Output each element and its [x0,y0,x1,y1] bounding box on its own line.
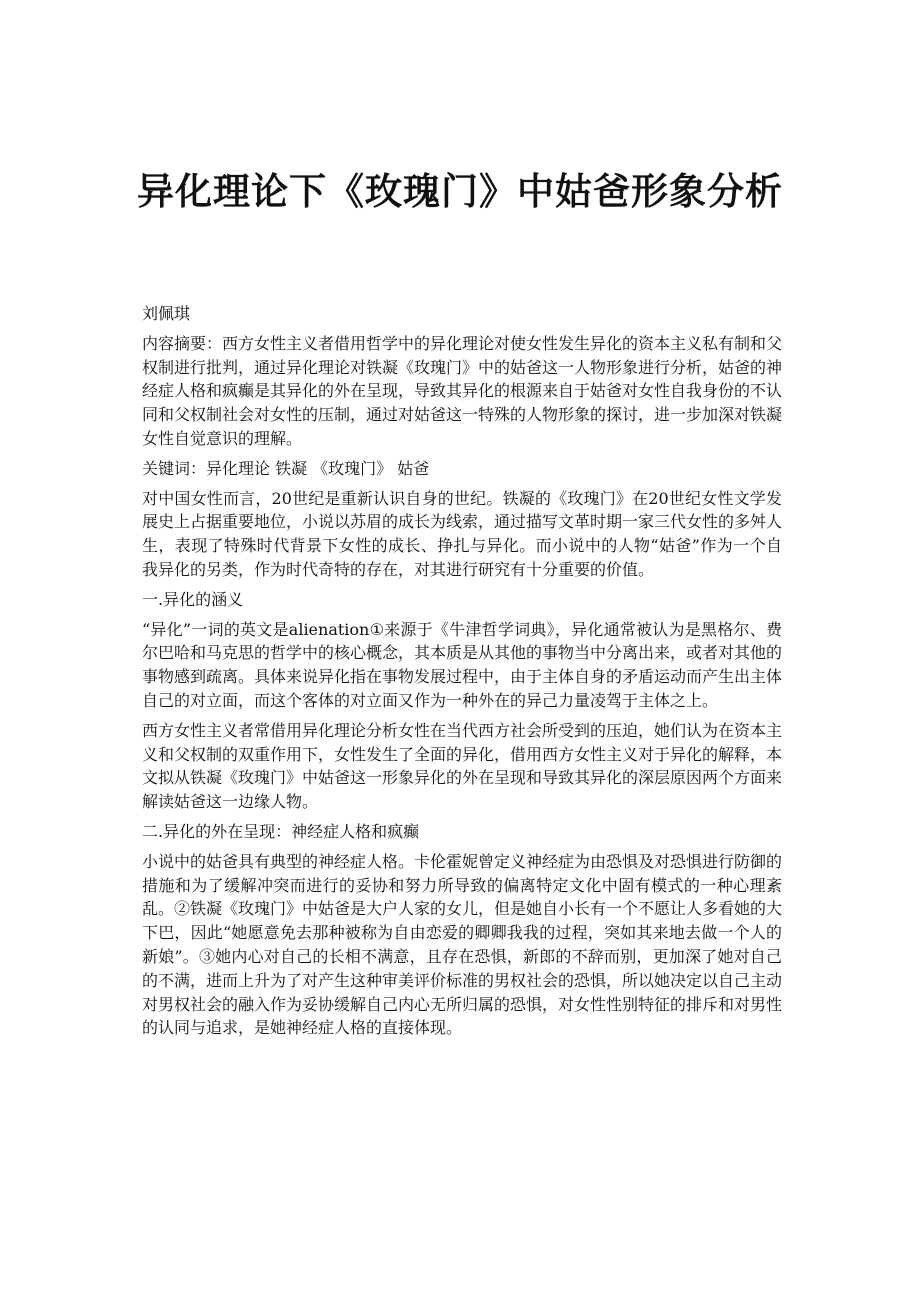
document-title: 异化理论下《玫瑰门》中姑爸形象分析 [137,169,783,213]
section1-paragraph-1: “异化”一词的英文是alienation①来源于《牛津哲学词典》，异化通常被认为是黑格尔、费尔巴哈和马克思的哲学中的核心概念，其本质是从其他的事物当中分离出来，或者对其他的事物感到疏离。具体来说异化指在事物发展过程中，由于主体自身的矛盾运动而产生出主体自己的对立面，而这个客体的对立面又作为一种外在的异己力量凌驾于主体之上。 [142,619,783,710]
author-name: 刘佩琪 [142,304,191,323]
section-heading-1: 一.异化的涵义 [142,589,244,609]
section2-paragraph-1: 小说中的姑爸具有典型的神经症人格。卡伦霍妮曾定义神经症为由恐惧及对恐惧进行防御的措施和为了缓解冲突而进行的妥协和努力所导致的偏离特定文化中固有模式的一种心理紊乱。②铁凝《玫瑰门》中姑爸是大户人家的女儿，但是她自小长有一个不愿让人多看她的大下巴，因此“她愿意免去那种被称为自由恋爱的卿卿我我的过程，突如其来地去做一个人的新娘”。③她内心对自己的长相不满意，且存在恐惧，新郎的不辞而别，更加深了她对自己的不满，进而上升为了对产生这种审美评价标准的男权社会的恐惧，所以她决定以自己主动对男权社会的融入作为妥协缓解自己内心无所归属的恐惧，对女性性别特征的排斥和对男性的认同与追求，是她神经症人格的直接体现。 [142,851,783,1038]
abstract-paragraph: 内容摘要：西方女性主义者借用哲学中的异化理论对使女性发生异化的资本主义私有制和父权制进行批判，通过异化理论对铁凝《玫瑰门》中的姑爸这一人物形象进行分析，姑爸的神经症人格和疯癫是其异化的外在呈现，导致其异化的根源来自于姑爸对女性自我身份的不认同和父权制社会对女性的压制，通过对姑爸这一特殊的人物形象的探讨，进一步加深对铁凝女性自觉意识的理解。 [142,333,783,448]
section-heading-2: 二.异化的外在呈现：神经症人格和疯癫 [142,821,420,841]
keywords-line: 关键词：异化理论 铁凝 《玫瑰门》 姑爸 [142,458,430,478]
document-body [142,302,782,1046]
section1-paragraph-2: 西方女性主义者常借用异化理论分析女性在当代西方社会所受到的压迫，她们认为在资本主义和父权制的双重作用下，女性发生了全面的异化，借用西方女性主义对于异化的解释，本文拟从铁凝《玫瑰门》中姑爸这一形象异化的外在呈现和导致其异化的深层原因两个方面来解读姑爸这一边缘人物。 [142,720,783,812]
intro-paragraph: 对中国女性而言，20世纪是重新认识自身的世纪。铁凝的《玫瑰门》在20世纪女性文学发展史上占据重要地位，小说以苏眉的成长为线索，通过描写文革时期一家三代女性的多舛人生，表现了特殊时代背景下女性的成长、挣扎与异化。而小说中的人物“姑爸”作为一个自我异化的另类，作为时代奇特的存在，对其进行研究有十分重要的价值。 [142,488,783,579]
